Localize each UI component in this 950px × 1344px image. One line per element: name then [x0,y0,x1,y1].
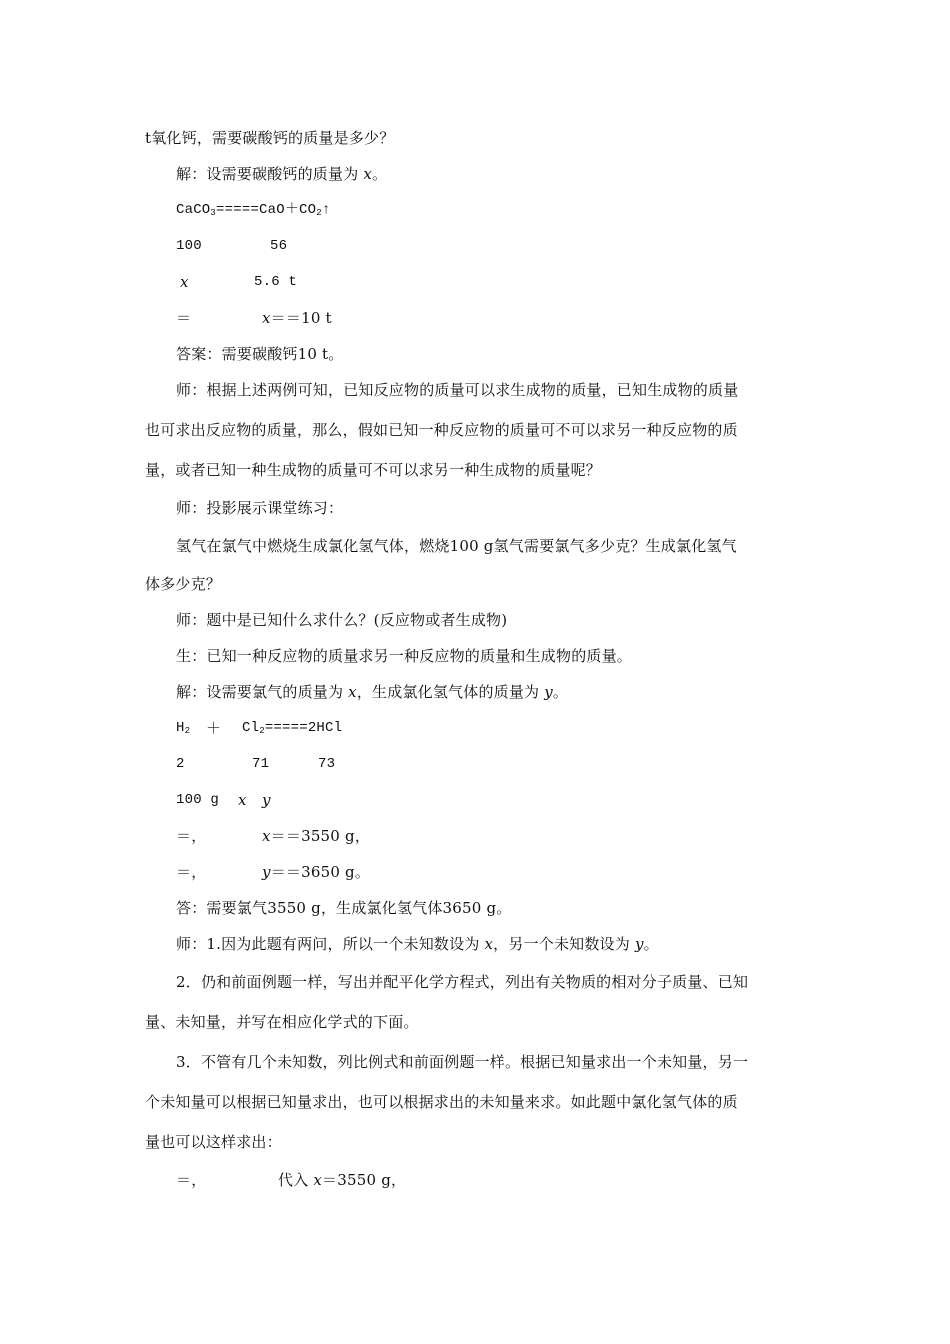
teacher-paragraph [145,420,738,440]
line-text: 代入 [278,1171,314,1189]
molar-mass-row [318,754,335,774]
proportion-row [176,1170,206,1190]
line-text: 量、未知量，并写在相应化学式的下面。 [145,1013,419,1031]
line-text: 答：需要氯气3550 g，生成氯化氢气体3650 g。 [176,899,512,917]
known-row [180,272,189,292]
known-row [176,790,219,810]
proportion-row [176,862,206,882]
known-row [254,272,297,292]
line-text: 。 [643,935,659,953]
line-text: 解：设需要碳酸钙的质量为 [176,165,364,183]
chemical-equation [242,718,342,738]
variable-y: y [262,863,271,881]
note-paragraph-2 [145,1012,419,1032]
equals-sign: ＝， [176,827,207,845]
teacher-line [176,498,343,518]
value: 2 [176,756,185,772]
note-paragraph-2 [176,972,748,992]
line-text: 生：已知一种反应物的质量求另一种反应物的质量和生成物的质量。 [176,647,633,665]
line-text: 量，或者已知一种生成物的质量可不可以求另一种生成物的质量呢？ [145,461,602,479]
variable-x: x [180,273,189,291]
formula-text: =====CaO＋CO [216,202,317,218]
text-line [145,128,394,148]
variable-x: x [262,827,271,845]
plus-sign: ＋ [206,719,222,737]
variable-x: x [238,791,247,809]
variable-y: y [544,683,553,701]
subscript: 2 [184,726,191,736]
line-text: 体多少克？ [145,575,222,593]
line-text: 。 [552,683,569,701]
variable-x: x [313,1171,323,1189]
value: 100 [176,238,202,254]
molar-mass-row [270,236,287,256]
equals-sign: ＝， [176,1171,207,1189]
exercise-paragraph [145,574,221,594]
teacher-question [176,610,507,630]
known-row [262,790,271,810]
result-text: ＝＝3650 g。 [270,863,371,881]
teacher-note [176,934,659,954]
result-text: ＝＝10 t [270,309,332,327]
variable-x: x [262,309,271,327]
teacher-paragraph [176,380,738,400]
formula-text: Cl [242,720,260,736]
variable-y: y [634,935,644,953]
line-text: 师：题中是已知什么求什么？(反应物或者生成物) [176,611,508,629]
line-text: 师：根据上述两例可知，已知反应物的质量可以求生成物的质量，已知生成物的质量 [176,381,739,399]
line-text: 3．不管有几个未知数，列比例式和前面例题一样。根据已知量求出一个未知量，另一 [176,1053,749,1071]
value: 73 [318,756,336,772]
equals-sign: ＝ [176,309,192,327]
line-text: 答案：需要碳酸钙10 t。 [176,345,344,363]
proportion-row [176,826,206,846]
answer-line [176,898,512,918]
value: 100 g [176,792,220,808]
formula-text: H [176,720,185,736]
note-paragraph-3 [145,1132,282,1152]
line-text: 个未知量可以根据已知量求出，也可以根据求出的未知量来求。如此题中氯化氢气体的质 [145,1093,738,1111]
line-text: 氢气在氯气中燃烧生成氯化氢气体，燃烧100 g氢气需要氯气多少克？生成氯化氢气 [176,537,737,555]
exercise-paragraph [176,536,737,556]
chemical-equation [176,200,330,220]
chemical-equation [176,718,190,738]
note-paragraph-3 [176,1052,748,1072]
line-text: 师：投影展示课堂练习： [176,499,344,517]
line-text: ，生成氯化氢气体的质量为 [356,683,545,701]
answer-line [176,344,343,364]
proportion-row [278,1170,406,1190]
chemical-equation [206,718,221,738]
proportion-row [262,826,370,846]
gas-arrow: ↑ [321,202,331,218]
formula-text: =====2HCl [264,720,343,736]
equals-sign: ＝， [176,863,207,881]
line-text: 解：设需要氯气的质量为 [176,683,349,701]
variable-y: y [262,791,271,809]
line-text: 。 [372,165,388,183]
solution-statement [176,682,568,702]
value: 71 [252,756,270,772]
line-text: 量也可以这样求出： [145,1133,282,1151]
variable-x: x [363,165,373,183]
note-paragraph-3 [145,1092,738,1112]
line-text: 师：1.因为此题有两问，所以一个未知数设为 [176,935,485,953]
known-row [238,790,247,810]
solution-statement [176,164,387,184]
proportion-row [262,308,332,328]
molar-mass-row [252,754,269,774]
student-answer [176,646,632,666]
line-text: 也可求出反应物的质量，那么，假如已知一种反应物的质量可不可以求另一种反应物的质 [145,421,738,439]
line-text: ，另一个未知数设为 [493,935,635,953]
molar-mass-row [176,754,185,774]
variable-x: x [484,935,494,953]
result-text: ＝3550 g， [322,1171,407,1189]
value: 5.6 t [254,274,298,290]
proportion-row [262,862,370,882]
result-text: ＝＝3550 g， [270,827,371,845]
line-text: t氧化钙，需要碳酸钙的质量是多少？ [145,129,395,147]
subscript: 2 [259,726,265,736]
molar-mass-row [176,236,202,256]
subscript: 3 [210,208,217,218]
subscript: 2 [316,208,322,218]
variable-x: x [348,683,357,701]
formula-text: CaCO [176,202,211,218]
value: 56 [270,238,288,254]
teacher-paragraph [145,460,601,480]
proportion-row [176,308,191,328]
line-text: 2．仍和前面例题一样，写出并配平化学方程式，列出有关物质的相对分子质量、已知 [176,973,749,991]
